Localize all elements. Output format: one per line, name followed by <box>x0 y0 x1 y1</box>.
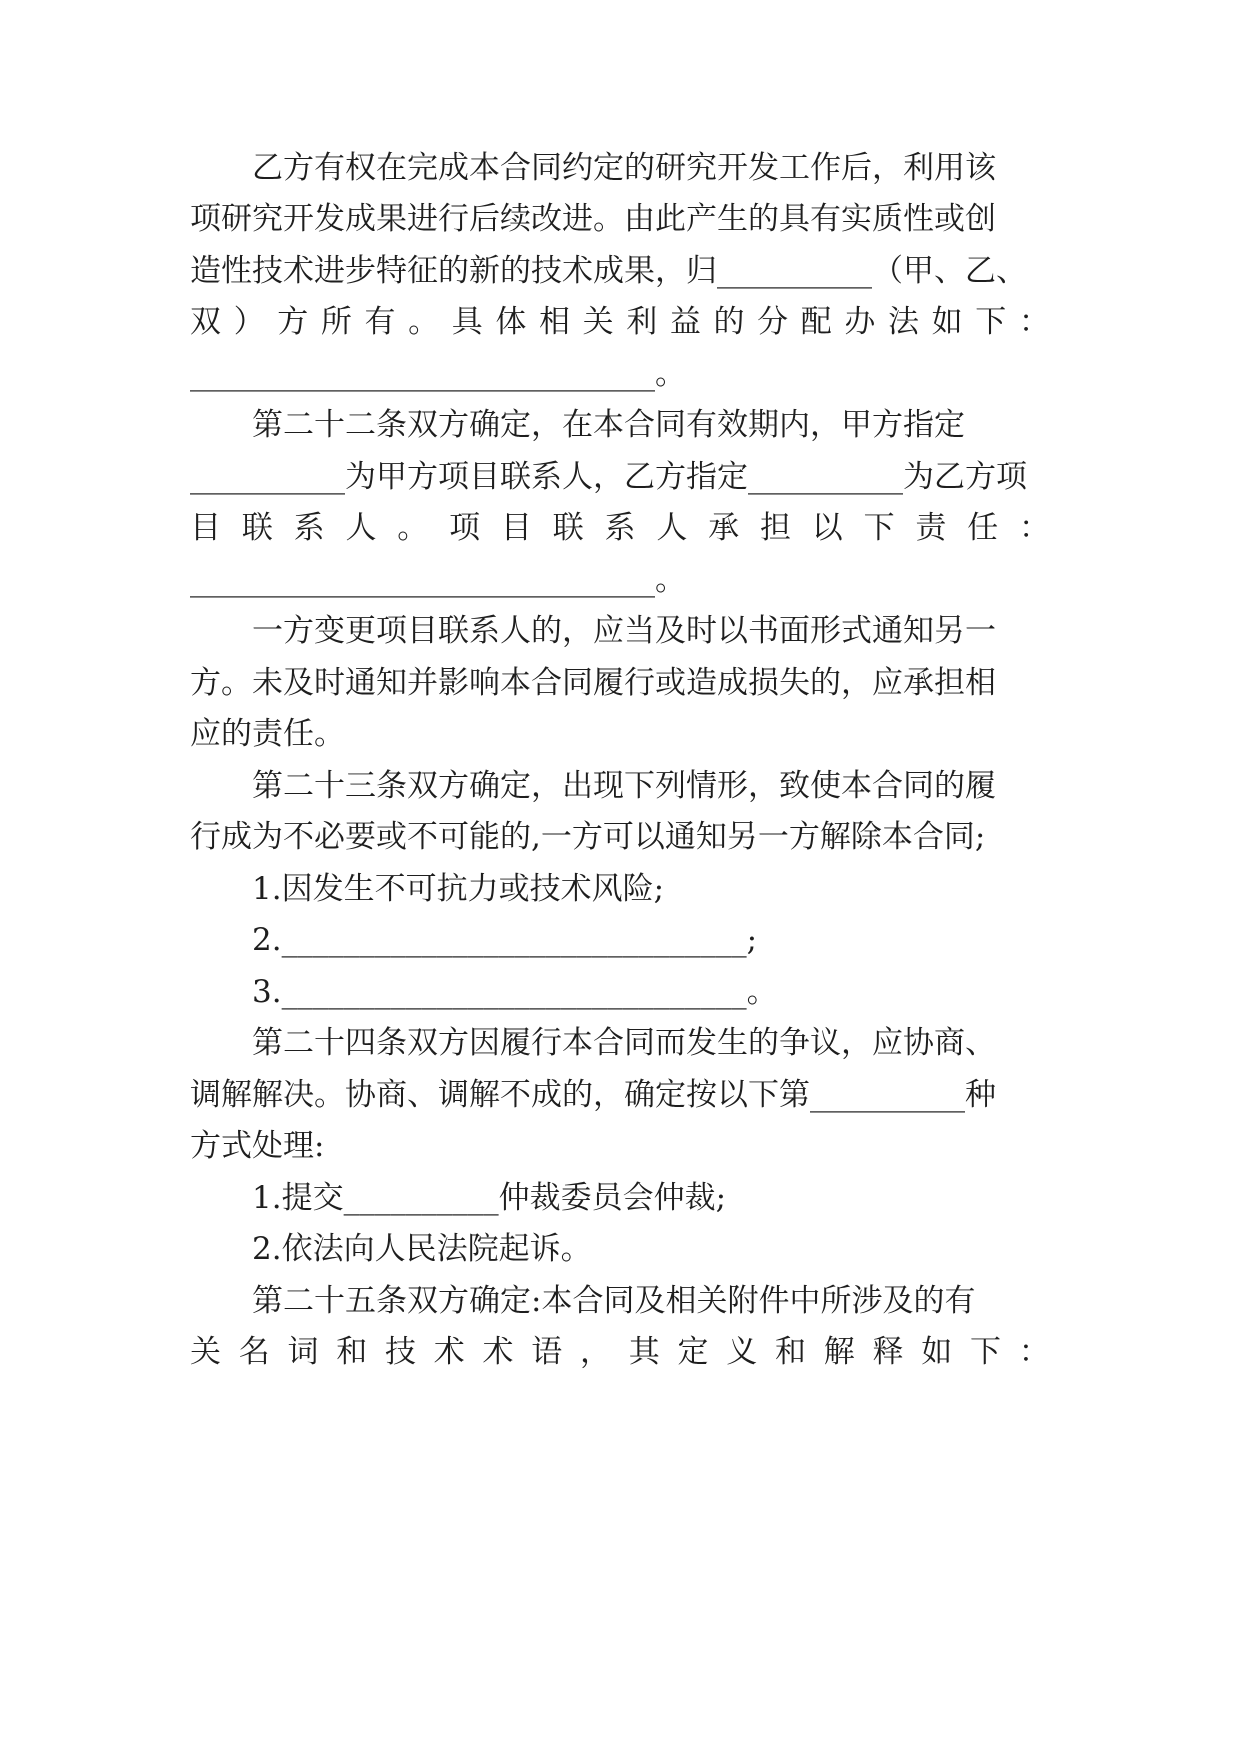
list-item: 1.因发生不可抗力或技术风险; <box>190 871 665 907</box>
text-char: ， <box>580 1334 611 1370</box>
text-char: 和 <box>775 1334 806 1370</box>
text-char: 关 <box>190 1334 221 1370</box>
text-char: 相 <box>539 304 570 340</box>
text-char: 目 <box>500 510 532 546</box>
text-char: 下 <box>970 1334 1001 1370</box>
paragraph-line: 应的责任。 <box>190 716 345 752</box>
text-char: 技 <box>385 1334 416 1370</box>
text-char: 系 <box>604 510 636 546</box>
list-item: 2.依法向人民法院起诉。 <box>190 1231 592 1267</box>
paragraph-line: 方。未及时通知并影响本合同履行或造成损失的，应承担相 <box>190 665 996 701</box>
text-char: 责 <box>915 510 947 546</box>
text-char: 。 <box>408 304 440 340</box>
text-char: ） <box>233 304 265 340</box>
text-char: 方 <box>277 304 309 340</box>
paragraph-line <box>190 1327 1050 1377</box>
text-char: 办 <box>844 304 876 340</box>
text-char: 定 <box>677 1334 709 1370</box>
text-char: 有 <box>364 304 396 340</box>
text-char: 其 <box>628 1334 660 1370</box>
text-char: 双 <box>190 304 221 340</box>
list-item: 3.______________________________。 <box>190 974 778 1010</box>
paragraph-line: 项研究开发成果进行后续改进。由此产生的具有实质性或创 <box>190 201 996 237</box>
text-char: 任 <box>967 510 999 546</box>
text-char: ： <box>1018 1334 1050 1370</box>
paragraph-line <box>190 503 1050 553</box>
paragraph-line: 第二十五条双方确定:本合同及相关附件中所涉及的有 <box>190 1283 976 1319</box>
paragraph-line: 造性技术进步特征的新的技术成果，归__________（甲、乙、 <box>190 253 1027 289</box>
text-char: ： <box>1018 304 1050 340</box>
paragraph-line: 一方变更项目联系人的，应当及时以书面形式通知另一 <box>190 613 996 649</box>
text-char: 人 <box>345 510 377 546</box>
text-char: 义 <box>726 1334 758 1370</box>
text-char: 释 <box>872 1334 904 1370</box>
paragraph-line: ______________________________。 <box>190 356 686 392</box>
paragraph-line: 调解解决。协商、调解不成的，确定按以下第__________种 <box>190 1077 996 1113</box>
text-char: 担 <box>759 510 791 546</box>
text-char: 人 <box>656 510 688 546</box>
text-char: 系 <box>293 510 325 546</box>
paragraph-line: 第二十二条双方确定，在本合同有效期内，甲方指定 <box>190 407 965 443</box>
text-char: 益 <box>669 304 701 340</box>
text-char: 如 <box>931 304 963 340</box>
text-char: 以 <box>811 510 843 546</box>
text-char: 解 <box>823 1334 855 1370</box>
text-char: 目 <box>190 510 221 546</box>
paragraph-line: 方式处理: <box>190 1128 325 1164</box>
text-char: 如 <box>921 1334 953 1370</box>
text-char: 和 <box>336 1334 368 1370</box>
text-char: 下 <box>975 304 1007 340</box>
text-char: 联 <box>552 510 584 546</box>
paragraph-line: ______________________________。 <box>190 562 686 598</box>
list-item: 2.______________________________; <box>190 922 758 958</box>
text-char: 具 <box>451 304 483 340</box>
text-char: 下 <box>863 510 895 546</box>
text-char: 联 <box>241 510 273 546</box>
text-char: 项 <box>449 510 481 546</box>
text-char: 的 <box>713 304 745 340</box>
text-char: 术 <box>433 1334 465 1370</box>
text-char: 。 <box>397 510 429 546</box>
paragraph-line: __________为甲方项目联系人，乙方指定__________为乙方项 <box>190 459 1027 495</box>
paragraph-line: 第二十四条双方因履行本合同而发生的争议，应协商、 <box>190 1025 996 1061</box>
text-char: 配 <box>800 304 832 340</box>
text-char: 体 <box>495 304 527 340</box>
text-char: 所 <box>320 304 352 340</box>
text-char: 法 <box>888 304 919 340</box>
paragraph-line: 第二十三条双方确定，出现下列情形，致使本合同的履 <box>190 768 996 804</box>
text-char: 词 <box>287 1334 319 1370</box>
text-char: 关 <box>582 304 614 340</box>
text-char: 名 <box>238 1334 270 1370</box>
text-char: ： <box>1019 510 1050 546</box>
text-char: 分 <box>757 304 789 340</box>
list-item: 1.提交__________仲裁委员会仲裁; <box>190 1180 727 1216</box>
text-char: 利 <box>626 304 658 340</box>
paragraph-line: 乙方有权在完成本合同约定的研究开发工作后，利用该 <box>190 150 996 186</box>
text-char: 承 <box>708 510 740 546</box>
paragraph-line: 行成为不必要或不可能的,一方可以通知另一方解除本合同; <box>190 819 986 855</box>
paragraph-line <box>190 297 1050 347</box>
text-char: 语 <box>531 1334 563 1370</box>
text-char: 术 <box>482 1334 514 1370</box>
